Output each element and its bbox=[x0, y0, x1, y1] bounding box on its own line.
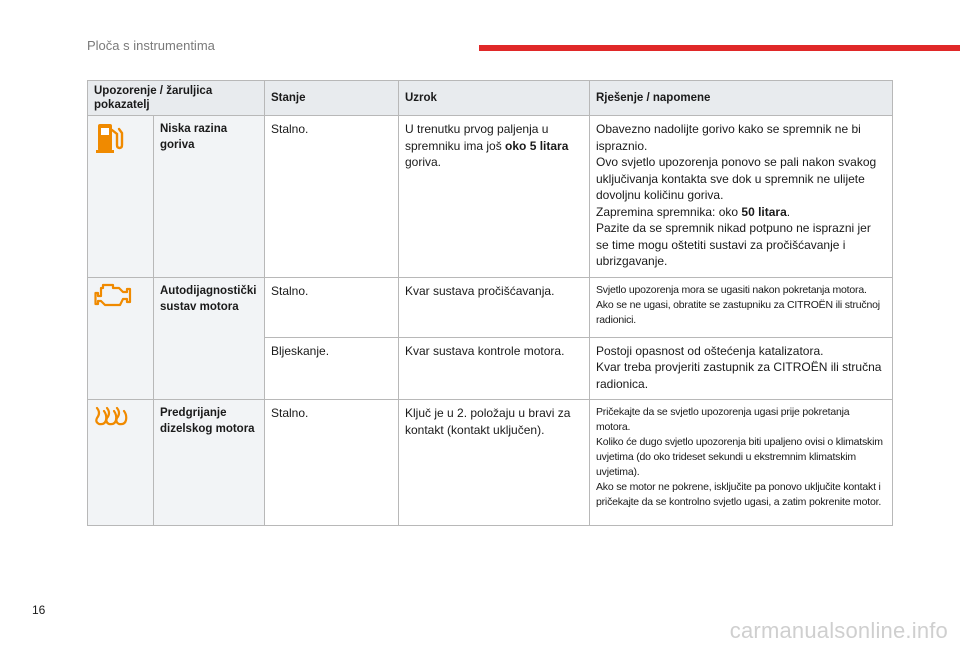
solution-line: Pričekajte da se svjetlo upozorenja ugasi prije pokretanja motora. bbox=[596, 406, 850, 433]
solution-cell bbox=[590, 400, 893, 526]
header-state: Stanje bbox=[265, 81, 399, 116]
state-cell: Stalno. bbox=[265, 116, 399, 278]
cause-cell bbox=[399, 116, 590, 278]
engine-icon bbox=[94, 283, 132, 309]
cause-emphasis: oko 5 litara bbox=[505, 138, 569, 153]
solution-line: Ovo svjetlo upozorenja ponovo se pali nakon svakog uključivanja kontakta sve dok u spremnik ne ulijete dovoljnu količinu goriva. bbox=[596, 155, 877, 202]
table-row bbox=[88, 400, 893, 526]
solution-line: Postoji opasnost od oštećenja katalizatora. bbox=[596, 343, 824, 358]
solution-cell bbox=[590, 337, 893, 400]
page-number: 16 bbox=[32, 603, 46, 617]
icon-cell bbox=[88, 400, 154, 526]
cause-cell: Kvar sustava kontrole motora. bbox=[399, 337, 590, 400]
cause-cell: Ključ je u 2. položaju u bravi za kontakt (kontakt uključen). bbox=[399, 400, 590, 526]
fuel-pump-icon bbox=[94, 121, 124, 155]
lamp-name: Niska razina goriva bbox=[154, 116, 265, 278]
icon-cell bbox=[88, 116, 154, 278]
solution-cell: Svjetlo upozorenja mora se ugasiti nakon pokretanja motora. Ako se ne ugasi, obratite se zastupniku za CITROËN ili stručnoj radionici. bbox=[590, 277, 893, 337]
tank-capacity: 50 litara bbox=[741, 204, 787, 219]
table-row bbox=[88, 277, 893, 337]
cause-cell: Kvar sustava pročišćavanja. bbox=[399, 277, 590, 337]
glow-plug-icon bbox=[94, 405, 128, 427]
solution-line: Ako se motor ne pokrene, isključite pa ponovo uključite kontakt i pričekajte da se kontrolno svjetlo ugasi, a zatim pokrenite motor. bbox=[596, 481, 882, 508]
solution-line: Koliko će dugo svjetlo upozorenja biti upaljeno ovisi o klimatskim uvjetima (do oko trideset sekundi u ekstremnim klimatskim uvjetima). bbox=[596, 436, 883, 478]
solution-line: Obavezno nadolijte gorivo kako se spremnik ne bi ispraznio. bbox=[596, 122, 861, 153]
solution-line: Zapremina spremnika: oko 50 litara. bbox=[596, 204, 791, 219]
header-cause: Uzrok bbox=[399, 81, 590, 116]
header-accent-bar bbox=[479, 45, 960, 51]
solution-cell bbox=[590, 116, 893, 278]
state-cell: Stalno. bbox=[265, 400, 399, 526]
page-header-title: Ploča s instrumentima bbox=[87, 38, 215, 53]
cause-text-end: goriva. bbox=[405, 155, 442, 169]
icon-cell bbox=[88, 277, 154, 400]
lamp-name: Predgrijanje dizelskog motora bbox=[154, 400, 265, 526]
lamp-name: Autodijagnostički sustav motora bbox=[154, 277, 265, 400]
header-solution: Rješenje / napomene bbox=[590, 81, 893, 116]
header-lamp: Upozorenje / žaruljica pokazatelj bbox=[88, 81, 265, 116]
cause-text: U trenutku prvog paljenja u spremniku ima još bbox=[405, 122, 549, 153]
solution-line: Pazite da se spremnik nikad potpuno ne isprazni jer se time mogu oštetiti sustavi za pročišćavanje i ubrizgavanje. bbox=[596, 221, 871, 268]
solution-line: Kvar treba provjeriti zastupnik za CITROËN ili stručna radionica. bbox=[596, 360, 882, 391]
table-header-row bbox=[88, 81, 893, 116]
state-cell: Bljeskanje. bbox=[265, 337, 399, 400]
state-cell: Stalno. bbox=[265, 277, 399, 337]
table-row bbox=[88, 116, 893, 278]
watermark: carmanualsonline.info bbox=[729, 618, 948, 643]
warning-lamps-table bbox=[87, 80, 893, 526]
